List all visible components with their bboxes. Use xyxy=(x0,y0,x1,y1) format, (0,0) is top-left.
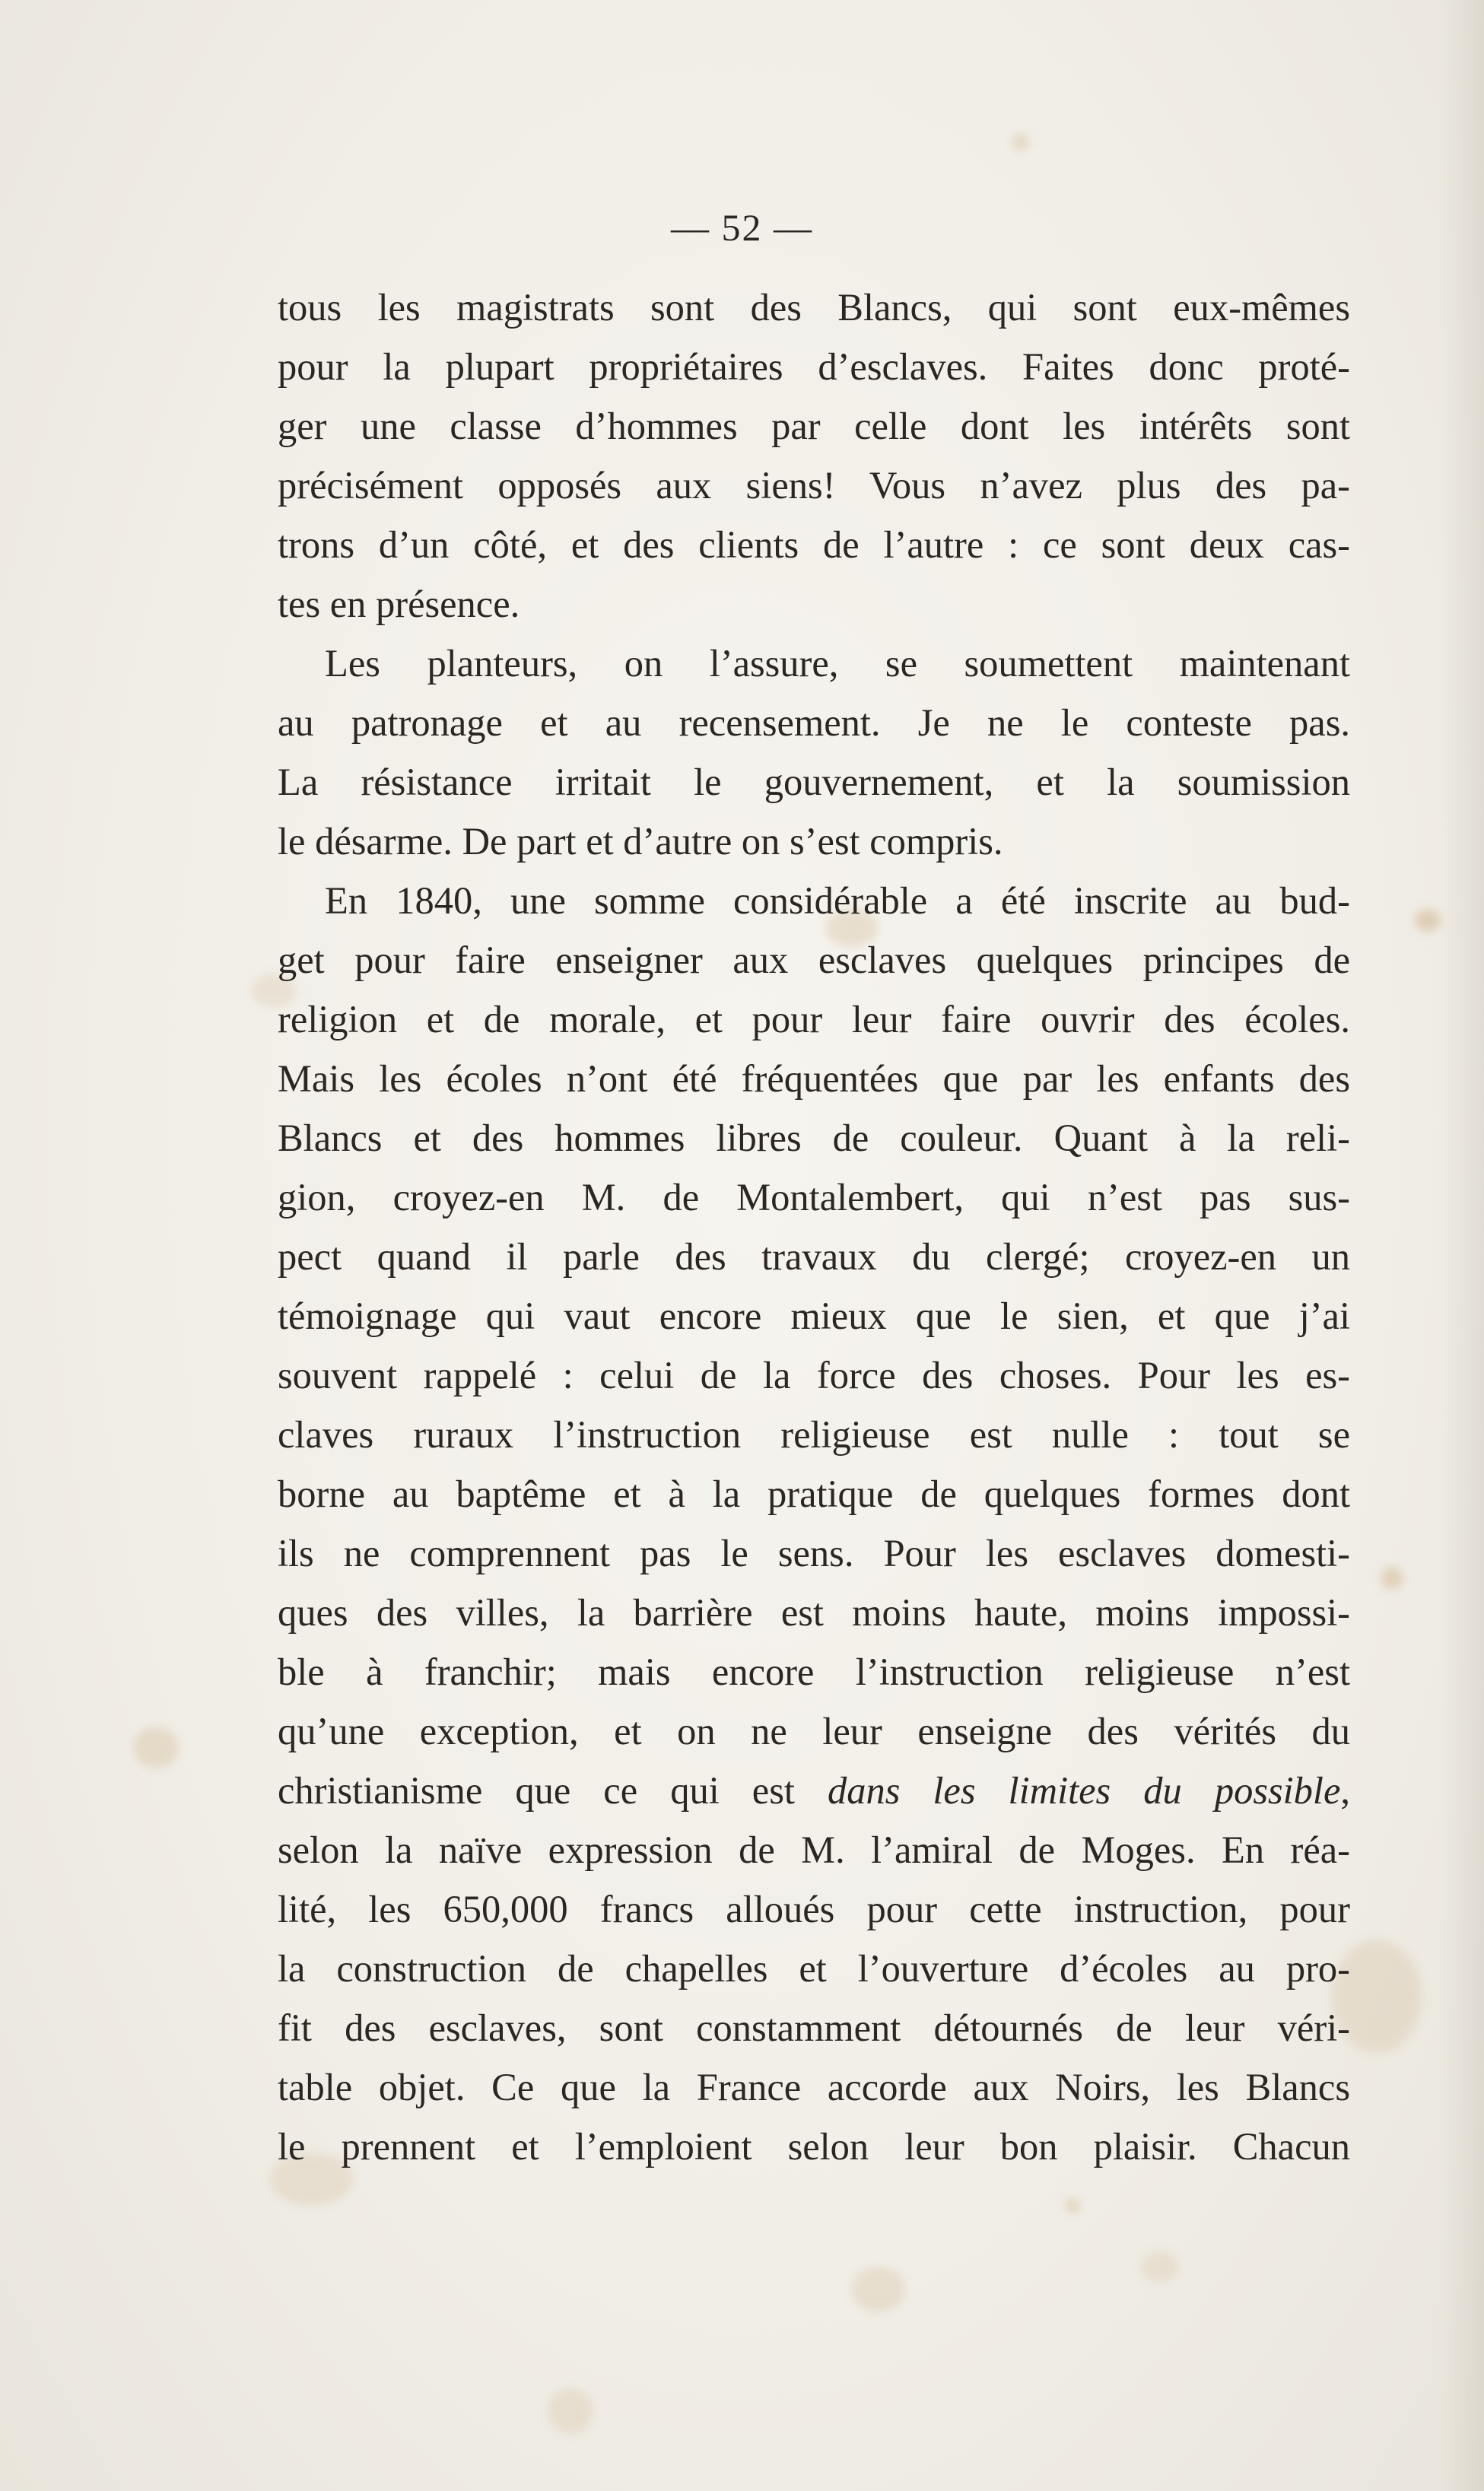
text-run: , xyxy=(1340,1769,1350,1812)
foxing-stain xyxy=(133,1727,179,1768)
text-line: table objet. Ce que la France accorde aux Noirs, les Blancs xyxy=(278,2066,1350,2108)
text-line: get pour faire enseigner aux esclaves quelques principes de xyxy=(278,939,1350,981)
text-line: ques des villes, la barrière est moins haute, moins impossi- xyxy=(278,1591,1350,1634)
text-line: pour la plupart propriétaires d’esclaves. Faites donc proté- xyxy=(278,345,1350,388)
page-number: — 52 — xyxy=(671,206,813,249)
text-line: le désarme. De part et d’autre on s’est compris. xyxy=(278,820,1003,863)
text-line: Blancs et des hommes libres de couleur. Quant à la reli- xyxy=(278,1117,1350,1159)
text-line: au patronage et au recensement. Je ne le conteste pas. xyxy=(278,701,1350,744)
foxing-stain xyxy=(1381,1567,1403,1590)
text-line: ble à franchir; mais encore l’instruction religieuse n’est xyxy=(278,1651,1350,1693)
italic-phrase: dans les limites du possible xyxy=(827,1769,1341,1812)
text-line: La résistance irritait le gouvernement, et la soumission xyxy=(278,761,1350,803)
text-line: trons d’un côté, et des clients de l’autre : ce sont deux cas- xyxy=(278,523,1350,566)
text-line: selon la naïve expression de M. l’amiral de Moges. En réa- xyxy=(278,1829,1350,1871)
text-line: Mais les écoles n’ont été fréquentées que par les enfants des xyxy=(278,1057,1350,1100)
text-line: témoignage qui vaut encore mieux que le sien, et que j’ai xyxy=(278,1295,1350,1337)
text-line: précisément opposés aux siens! Vous n’avez plus des pa- xyxy=(278,464,1350,507)
text-line: claves ruraux l’instruction religieuse est nulle : tout se xyxy=(278,1413,1350,1456)
page-edge-shadow xyxy=(1438,0,1484,2491)
text-line: ils ne comprennent pas le sens. Pour les esclaves domesti- xyxy=(278,1532,1350,1574)
text-line: lité, les 650,000 francs alloués pour cette instruction, pour xyxy=(278,1888,1350,1930)
foxing-stain xyxy=(1415,909,1441,932)
text-line-with-italic xyxy=(278,1761,1350,1820)
text-line: gion, croyez-en M. de Montalembert, qui n’est pas sus- xyxy=(278,1176,1350,1218)
text-line: fit des esclaves, sont constamment détournés de leur véri- xyxy=(278,2006,1350,2049)
text-line: religion et de morale, et pour leur faire ouvrir des écoles. xyxy=(278,998,1350,1041)
text-line: souvent rappelé : celui de la force des choses. Pour les es- xyxy=(278,1354,1350,1396)
text-line: borne au baptême et à la pratique de quelques formes dont xyxy=(278,1473,1350,1515)
text-line: tous les magistrats sont des Blancs, qui sont eux-mêmes xyxy=(278,286,1350,329)
text-line: le prennent et l’emploient selon leur bon plaisir. Chacun xyxy=(278,2125,1350,2168)
foxing-stain xyxy=(1141,2251,1179,2282)
text-line: qu’une exception, et on ne leur enseigne des vérités du xyxy=(278,1710,1350,1752)
text-line: ger une classe d’hommes par celle dont les intérêts sont xyxy=(278,405,1350,447)
text-line: pect quand il parle des travaux du clergé; croyez-en un xyxy=(278,1235,1350,1278)
text-line: En 1840, une somme considérable a été inscrite au bud- xyxy=(325,879,1350,922)
text-line: Les planteurs, on l’assure, se soumettent maintenant xyxy=(325,642,1350,685)
text-run: christianisme que ce qui est xyxy=(278,1769,795,1812)
foxing-stain xyxy=(1012,133,1030,151)
text-line: tes en présence. xyxy=(278,583,520,625)
foxing-stain xyxy=(548,2388,593,2434)
foxing-stain xyxy=(852,2267,905,2312)
foxing-stain xyxy=(1065,2198,1080,2213)
body-text xyxy=(278,278,1350,2176)
text-line: la construction de chapelles et l’ouverture d’écoles au pro- xyxy=(278,1947,1350,1990)
